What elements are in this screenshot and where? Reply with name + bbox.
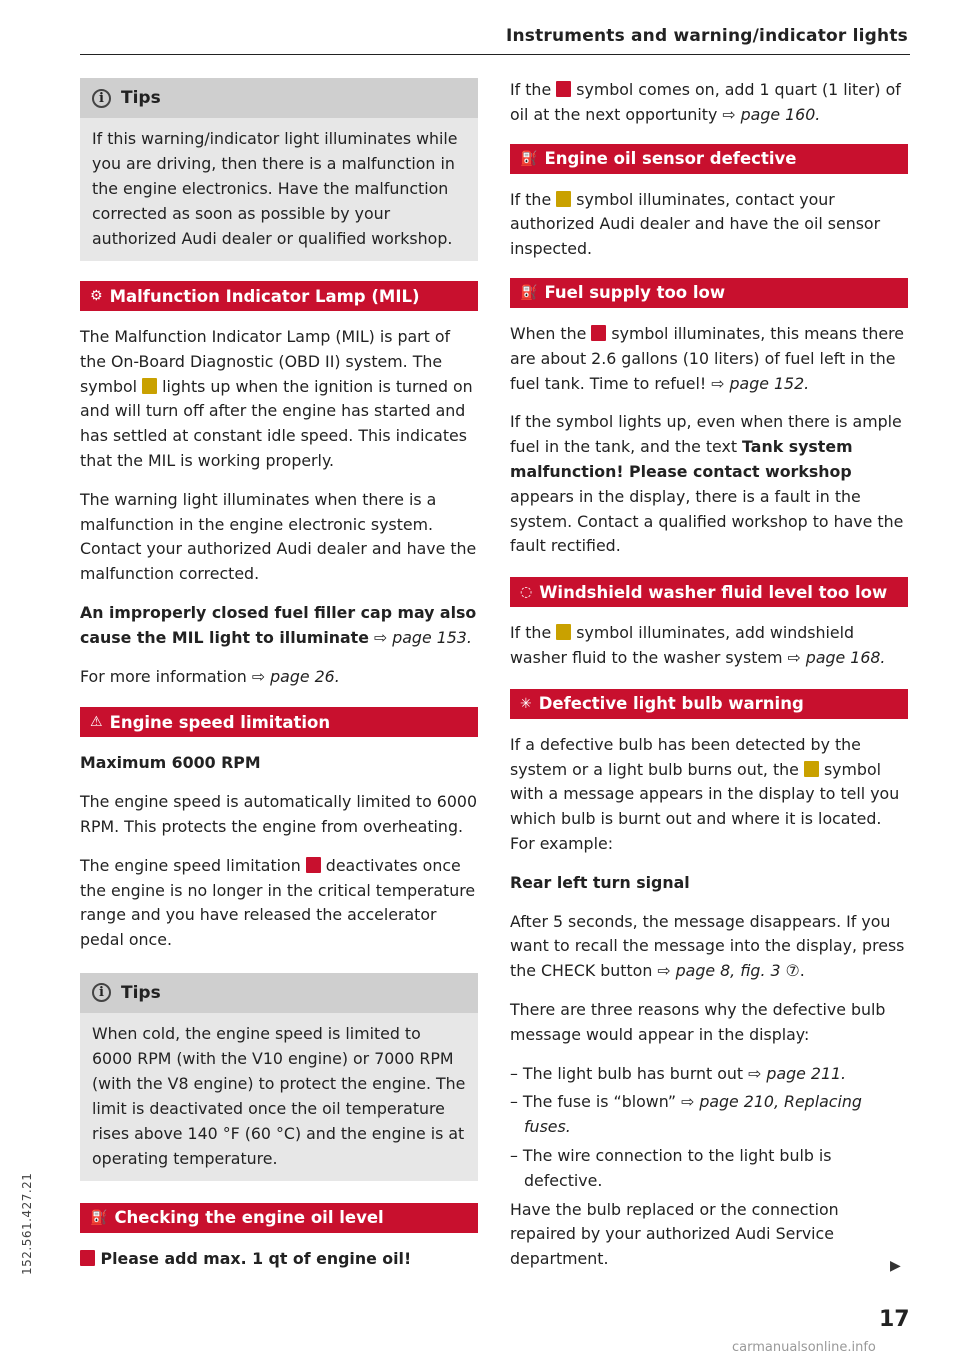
light-bulb-icon: ✳ [520,695,532,712]
paragraph: There are three reasons why the defective bulb message would appear in the display: [510,999,886,1044]
light-bulb-symbol-icon [804,761,819,777]
paragraph: If the symbol illuminates, contact your authorized Audi dealer and have the oil sensor inspected. [510,189,881,259]
tips-box [80,973,478,1181]
section-title: Engine oil sensor defective [544,149,797,169]
continue-arrow-icon: ▶ [890,1258,901,1274]
paragraph: Have the bulb replaced or the connection repaired by your authorized Audi Service department. [510,1199,839,1269]
section-heading-bulb [510,689,908,719]
tips-title: Tips [121,982,161,1003]
page-reference[interactable]: ⇨ page 153. [373,627,472,647]
tips-header [80,78,478,118]
check-engine-symbol-icon [142,378,157,394]
paragraph: When the symbol illuminates, this means there are about 2.6 gallons (10 liters) of fuel left in the fuel tank. Time to refuel! ⇨ page 152. [510,323,904,393]
left-column [80,78,478,1286]
header-title: Instruments and warning/indicator lights [505,26,908,46]
paragraph: If the symbol illuminates, add windshield washer fluid to the washer system ⇨ page 168. [510,623,886,667]
paragraph: If the symbol comes on, add 1 quart (1 liter) of oil at the next opportunity ⇨ page 160. [510,80,901,124]
paragraph: After 5 seconds, the message disappears. If you want to recall the message into the display, press the CHECK button ⇨ page 8, fig. 3 ⑦. [510,911,905,981]
paragraph: The Malfunction Indicator Lamp (MIL) is part of the On-Board Diagnostic (OBD II) system. The symbol lights up when the ignition is turned on and will turn off after the engine has started and has settled at constant idle speed. This indicates that the MIL is working properly. [80,327,473,470]
oil-symbol-icon [556,81,571,97]
page-number: 17 [879,1307,910,1332]
list-item: – The wire connection to the light bulb is defective. [510,1145,832,1190]
tips-box [80,78,478,261]
page-header [80,20,910,55]
tips-body: If this warning/indicator light illuminates while you are driving, then there is a malfunction in the engine electronics. Have the malfunction corrected as soon as possible by your authorized Audi dealer or qualified workshop. [92,129,458,248]
section-heading-fuel [510,278,908,308]
section-title: Malfunction Indicator Lamp (MIL) [109,286,420,306]
section-heading-oil [80,1203,478,1233]
section-title: Windshield washer fluid level too low [539,582,888,602]
section-title: Checking the engine oil level [114,1208,384,1228]
check-engine-icon: ⚙ [90,288,103,304]
section-heading-washer [510,577,908,607]
page-reference[interactable]: ⇨ page 160. [722,104,821,124]
speed-limit-symbol-icon [306,857,321,873]
page-reference[interactable]: ⇨ page 210, Replacing fuses. [524,1092,862,1137]
list-item: – The light bulb has burnt out ⇨ page 211. [510,1063,847,1083]
tips-title: Tips [121,88,161,108]
paragraph: The engine speed limitation deactivates once the engine is no longer in the critical temperature range and you have released the accelerator pedal once. [80,855,476,950]
section-heading-sensor [510,144,908,174]
section-heading-speed [80,707,478,737]
subheading: Rear left turn signal [510,872,690,892]
subheading: Maximum 6000 RPM [80,753,261,773]
page-reference[interactable]: ⇨ page 152. [711,373,810,393]
right-column [510,78,908,1286]
paragraph: The warning light illuminates when there is a malfunction in the engine electronic system. Contact your authorized Audi dealer and have the malfunction corrected. [80,489,477,584]
paragraph: For more information ⇨ page 26. [80,666,340,686]
section-title: Defective light bulb warning [538,694,804,714]
speed-limit-icon: ⚠ [90,714,103,731]
page-reference[interactable]: ⇨ page 8, fig. 3 [657,961,781,981]
section-title: Fuel supply too low [544,283,726,303]
list-item: – The fuse is “blown” ⇨ page 210, Replacing fuses. [510,1092,862,1137]
fuel-symbol-icon [591,325,606,341]
paragraph: If a defective bulb has been detected by the system or a light bulb burns out, the symbol with a message appears in the display to tell you which bulb is burnt out and where it is located. For example: [510,734,900,853]
oil-sensor-symbol-icon [556,191,571,207]
document-code: 152.561.427.21 [20,1172,34,1275]
oil-can-icon: ⛽ [90,1209,108,1226]
paragraph: If the symbol lights up, even when there is ample fuel in the tank, and the text Tank system malfunction! Please contact workshop appears in the display, there is a fault in the system. Contact a qualified workshop to have the fault rectified. [510,412,904,556]
washer-fluid-icon: ◌ [520,584,533,601]
watermark: carmanualsonline.info [732,1340,876,1355]
paragraph: An improperly closed fuel filler cap may also cause the MIL light to illuminate ⇨ page 153. [80,602,477,647]
info-icon: i [92,89,111,108]
tips-header [80,973,478,1013]
info-icon: i [92,983,111,1002]
fuel-pump-icon: ⛽ [520,284,538,301]
tips-body: When cold, the engine speed is limited to 6000 RPM (with the V10 engine) or 7000 RPM (with the V8 engine) to protect the engine. The limit is deactivated once the oil temperature rises above 140 °F (60 °C) and the engine is at operating temperature. [92,1023,466,1168]
oil-symbol-icon [80,1250,95,1266]
section-title: Engine speed limitation [109,712,331,732]
paragraph: The engine speed is automatically limited to 6000 RPM. This protects the engine from overheating. [80,792,477,836]
section-heading-mil [80,281,478,311]
washer-fluid-symbol-icon [556,624,571,640]
page-reference[interactable]: ⇨ page 168. [787,647,886,667]
page-reference[interactable]: ⇨ page 211. [748,1063,847,1083]
page-reference[interactable]: ⇨ page 26. [251,666,340,686]
subheading: Please add max. 1 qt of engine oil! [80,1247,478,1272]
oil-sensor-icon: ⛽ [520,150,538,167]
